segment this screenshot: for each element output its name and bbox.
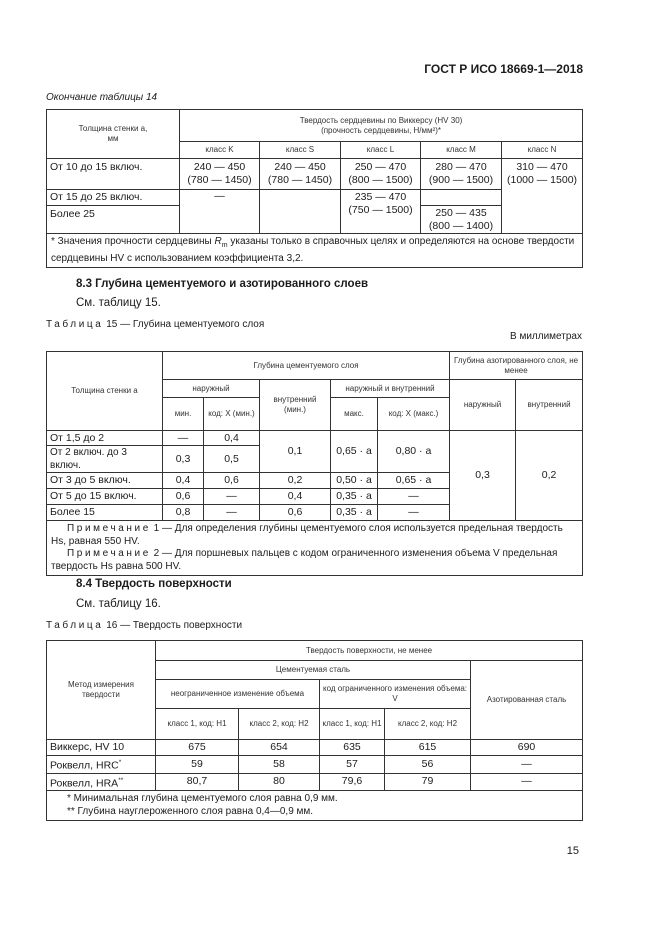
header-unlimited-volume: неограниченное изменение объема	[156, 680, 320, 709]
header-class2-h2: класс 2, код: H2	[385, 709, 471, 740]
header-outer: наружный	[163, 380, 260, 398]
header-class-s: класс S	[260, 142, 341, 159]
table-15	[46, 351, 583, 576]
table15-caption: Таблица 15 — Глубина цементуемого слоя	[46, 319, 265, 330]
section-8-3-see: См. таблицу 15.	[76, 297, 161, 309]
header-core-hardness: Твердость сердцевины по Виккерсу (HV 30) (прочность сердцевины, Н/мм²)*	[180, 110, 583, 142]
table-row: Виккерс, HV 10 675 654 635 615 690	[47, 740, 583, 756]
table-row: От 1,5 до 2 — 0,4 0,1 0,65 · a 0,80 · a 0,3 0,2	[47, 431, 583, 446]
table-row: Роквелл, HRA** 80,7 80 79,6 79 —	[47, 773, 583, 791]
header-max: макс.	[331, 398, 378, 431]
header-case-depth: Глубина цементуемого слоя	[163, 352, 450, 380]
table14-caption: Окончание таблицы 14	[46, 92, 158, 103]
header-class-l: класс L	[341, 142, 421, 159]
table-14	[46, 109, 583, 268]
header-inner-min: внутренний (мин.)	[260, 380, 331, 431]
header-wall-thickness: Толщина стенки a, мм	[47, 110, 180, 159]
header-method: Метод измерения твердости	[47, 641, 156, 740]
section-8-3-title: 8.3 Глубина цементуемого и азотированного слоев	[76, 278, 369, 290]
header-nitrided-steel: Азотированная сталь	[471, 661, 583, 740]
header-surface-hardness: Твердость поверхности, не менее	[156, 641, 583, 661]
document-code: ГОСТ Р ИСО 18669-1—2018	[424, 62, 583, 76]
table14-footnote: * Значения прочности сердцевины $R_m$ указаны только в справочных целях и определяются на основе твердости сердцевины HV с использованием коэффициента 3,2.	[47, 234, 583, 268]
table-row: От 2 включ. до 3 включ. 0,3 0,5	[47, 446, 583, 473]
header-nitrided-depth: Глубина азотированного слоя, не менее	[450, 352, 583, 380]
header-class-m: класс M	[421, 142, 502, 159]
header-class-k: класс K	[180, 142, 260, 159]
header-class1-h1: класс 1, код: H1	[156, 709, 239, 740]
section-8-4-see: См. таблицу 16.	[76, 598, 161, 610]
section-8-4-title: 8.4 Твердость поверхности	[76, 578, 232, 590]
table-row: От 15 до 25 включ. — 235 — 470 (750 — 1500)	[47, 190, 583, 206]
header-code-x-min: код: X (мин.)	[204, 398, 260, 431]
table15-notes: Примечание 1 — Для определения глубины цементуемого слоя используется предельная твердость Hs, равная 550 HV. Примечание 2 — Для поршневых пальцев с кодом ограниченного изменения объема V предельная твердость Hs равна 500 HV.	[47, 521, 583, 576]
table16-caption: Таблица 16 — Твердость поверхности	[46, 620, 243, 631]
header-class1-h1: класс 1, код: H1	[320, 709, 385, 740]
header-nit-outer: наружный	[450, 380, 516, 431]
header-outer-inner: наружный и внутренний	[331, 380, 450, 398]
header-class-n: класс N	[502, 142, 583, 159]
table16-footnotes: * Минимальная глубина цементуемого слоя равна 0,9 мм. ** Глубина науглероженного слоя равна 0,4—0,9 мм.	[47, 791, 583, 821]
header-nit-inner: внутренний	[516, 380, 583, 431]
table-row: От 10 до 15 включ. 240 — 450 (780 — 1450) 240 — 450 (780 — 1450) 250 — 470 (800 — 1500) 280 — 470 (900 — 1500) 310 — 470 (1000 — 1500)	[47, 159, 583, 190]
table-row: От 5 до 15 включ. 0,6 — 0,4 0,35 · a —	[47, 489, 583, 505]
table-row: Более 25 250 — 435 (800 — 1400)	[47, 206, 583, 234]
table-16	[46, 640, 583, 821]
header-wall-thickness: Толщина стенки a	[47, 352, 163, 431]
table15-units: В миллиметрах	[510, 331, 582, 342]
page-number: 15	[566, 845, 579, 857]
table-row: От 3 до 5 включ. 0,4 0,6 0,2 0,50 · a 0,65 · a	[47, 473, 583, 489]
header-case-steel: Цементуемая сталь	[156, 661, 471, 680]
header-min: мин.	[163, 398, 204, 431]
header-class2-h2: класс 2, код: H2	[239, 709, 320, 740]
table-row: Роквелл, HRC* 59 58 57 56 —	[47, 756, 583, 774]
table-row: Более 15 0,8 — 0,6 0,35 · a —	[47, 505, 583, 521]
header-code-x-max: код: X (макс.)	[378, 398, 450, 431]
header-limited-volume: код ограниченного изменения объема: V	[320, 680, 471, 709]
